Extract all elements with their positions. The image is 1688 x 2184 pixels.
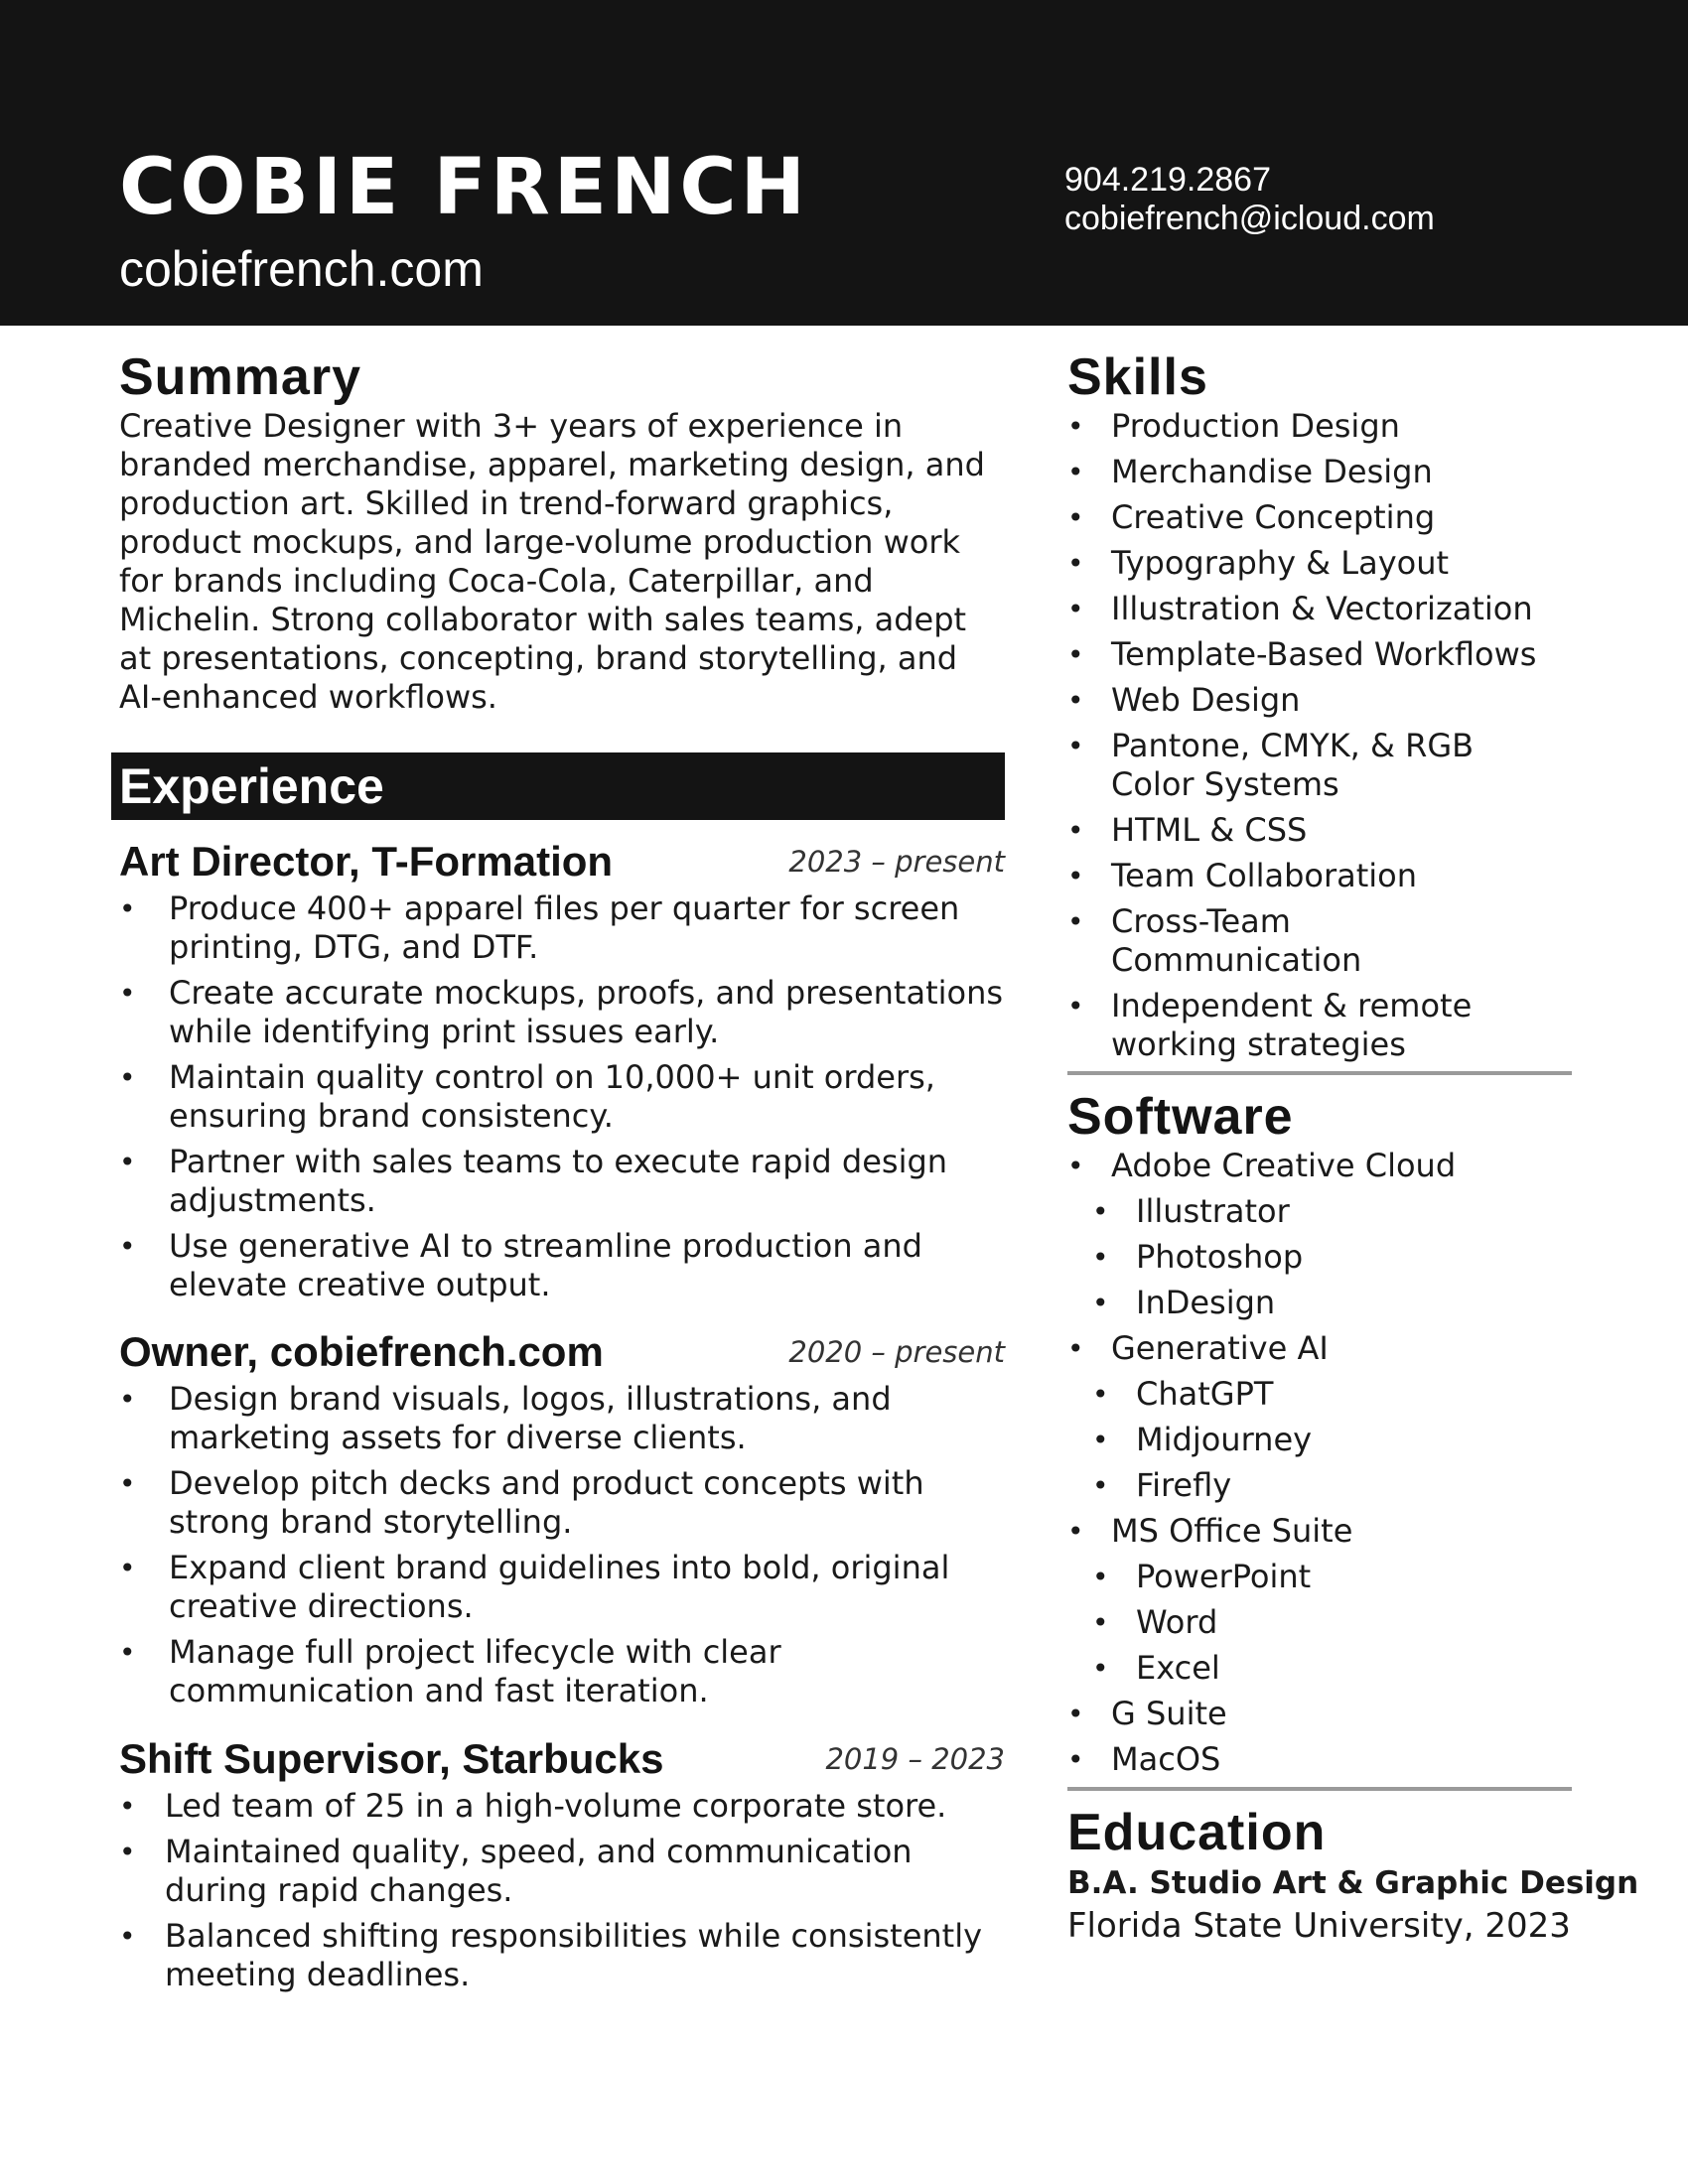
list-item: • Create accurate mockups, proofs, and presentations while identifying print issues early. [119, 974, 1005, 1051]
list-item: • Production Design [1067, 407, 1584, 446]
list-item: • ChatGPT [1067, 1375, 1584, 1414]
job-title: Owner, cobiefrench.com [119, 1328, 604, 1375]
list-item: • Use generative AI to streamline production and elevate creative output. [119, 1227, 1005, 1304]
list-item: • Develop pitch decks and product concepts with strong brand storytelling. [119, 1464, 1005, 1542]
sidebar [1067, 347, 1639, 1948]
summary-heading: Summary [119, 348, 361, 406]
job-dates: 2019 – 2023 [825, 1742, 1005, 1776]
list-item: • Cross-Team Communication [1067, 902, 1419, 980]
list-item: • Photoshop [1067, 1238, 1584, 1277]
list-item: • Illustration & Vectorization [1067, 590, 1584, 628]
list-item: • Maintained quality, speed, and communication during rapid changes. [119, 1833, 1005, 1910]
software-list [1067, 1147, 1584, 1779]
list-item: • HTML & CSS [1067, 811, 1584, 850]
candidate-name: COBIE FRENCH [119, 143, 809, 232]
list-item: • Partner with sales teams to execute rapid design adjustments. [119, 1143, 1005, 1220]
job-title: Shift Supervisor, Starbucks [119, 1735, 664, 1782]
list-item: • Web Design [1067, 681, 1584, 720]
job-bullets [119, 1787, 1005, 1994]
list-item: • Team Collaboration [1067, 857, 1584, 895]
phone-number[interactable]: 904.219.2867 [1064, 161, 1271, 199]
list-item: • Expand client brand guidelines into bold, original creative directions. [119, 1549, 1005, 1626]
section-divider [1067, 1787, 1572, 1791]
list-item: • Template-Based Workflows [1067, 635, 1584, 674]
education-degree: B.A. Studio Art & Graphic Design [1067, 1865, 1639, 1901]
list-item: • PowerPoint [1067, 1558, 1584, 1596]
job-dates: 2020 – present [788, 1335, 1005, 1369]
job-entry [119, 1324, 1005, 1717]
list-item: • Midjourney [1067, 1421, 1584, 1459]
contact-info [1064, 161, 1435, 238]
list-item: • Illustrator [1067, 1192, 1584, 1231]
list-item: • Maintain quality control on 10,000+ unit orders, ensuring brand consistency. [119, 1058, 1005, 1136]
summary-text: Creative Designer with 3+ years of experience in branded merchandise, apparel, marketing design, and production art. Skilled in trend-forward graphics, product mockups, and large-volume production work for brands including Coca-Cola, Caterpillar, and Michelin. Strong collaborator with sales teams, adept at presentations, concepting, brand storytelling, and AI-enhanced workflows. [119, 407, 985, 716]
list-item: • Generative AI [1067, 1329, 1584, 1368]
list-item: • Firefly [1067, 1466, 1584, 1505]
job-bullets [119, 889, 1005, 1304]
list-item: • Merchandise Design [1067, 453, 1584, 491]
section-divider [1067, 1071, 1572, 1075]
job-entry [119, 834, 1005, 1311]
experience-heading: Experience [119, 758, 384, 814]
skills-list [1067, 407, 1584, 1064]
list-item: • MacOS [1067, 1740, 1584, 1779]
email-address[interactable]: cobiefrench@icloud.com [1064, 200, 1435, 237]
job-bullets [119, 1380, 1005, 1710]
job-dates: 2023 – present [788, 845, 1005, 879]
list-item: • Manage full project lifecycle with clear communication and fast iteration. [119, 1633, 1005, 1710]
list-item: • Led team of 25 in a high-volume corporate store. [119, 1787, 1005, 1826]
list-item: • Independent & remote working strategies [1067, 987, 1548, 1064]
list-item: • Produce 400+ apparel files per quarter for screen printing, DTG, and DTF. [119, 889, 1005, 967]
website-link[interactable]: cobiefrench.com [119, 241, 484, 297]
list-item: • Creative Concepting [1067, 498, 1584, 537]
list-item: • Word [1067, 1603, 1584, 1642]
software-heading: Software [1067, 1088, 1294, 1146]
list-item: • Adobe Creative Cloud [1067, 1147, 1584, 1185]
list-item: • InDesign [1067, 1284, 1584, 1322]
list-item: • Excel [1067, 1649, 1584, 1688]
list-item: • Design brand visuals, logos, illustrations, and marketing assets for diverse clients. [119, 1380, 1005, 1457]
summary-section [119, 347, 1013, 717]
list-item: • MS Office Suite [1067, 1512, 1584, 1551]
list-item: • G Suite [1067, 1695, 1584, 1733]
education-heading: Education [1067, 1804, 1327, 1861]
header-banner [0, 0, 1688, 326]
list-item: • Pantone, CMYK, & RGB Color Systems [1067, 727, 1508, 804]
education-school: Florida State University, 2023 [1067, 1906, 1571, 1946]
list-item: • Typography & Layout [1067, 544, 1584, 583]
job-title: Art Director, T-Formation [119, 838, 614, 885]
job-entry [119, 1731, 1005, 2001]
skills-heading: Skills [1067, 348, 1208, 406]
list-item: • Balanced shifting responsibilities while consistently meeting deadlines. [119, 1917, 1005, 1994]
